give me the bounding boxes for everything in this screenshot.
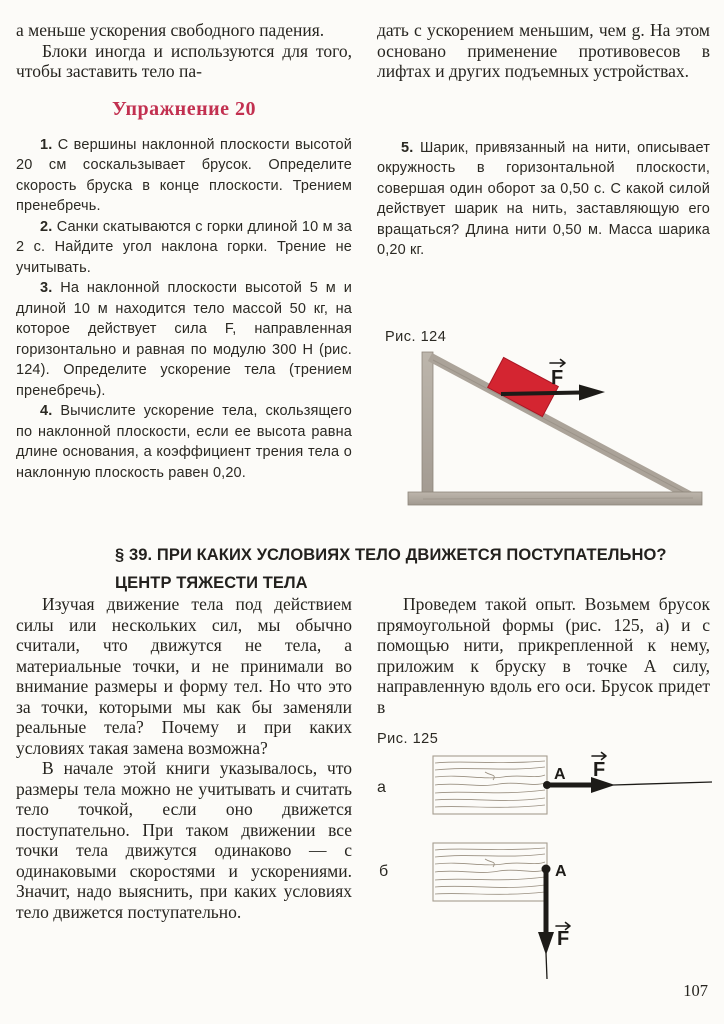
exercise-number: 5.: [401, 139, 414, 156]
figure-124-incline-diagram: [403, 346, 708, 516]
exercise-text: Санки скатываются с горки длиной 10 м за 2 с. Найдите угол наклона горки. Трение не учитывать.: [16, 218, 352, 276]
point-a-dot: [543, 781, 551, 789]
exercise-number: 2.: [40, 218, 53, 235]
exercise-item-3: [16, 278, 352, 401]
paragraph-continuation: а меньше ускорения свободного падения.: [16, 20, 325, 40]
top-left-column: [16, 20, 352, 483]
force-label: [550, 360, 565, 390]
wood-block-a: [433, 756, 547, 814]
incline-vertical-post: [422, 352, 433, 503]
figure-125-caption: Рис. 125: [377, 731, 439, 747]
force-label-a: [592, 753, 606, 782]
force-label-text: F: [551, 367, 564, 389]
bottom-right-column: [377, 594, 710, 717]
exercise-number: 4.: [40, 403, 53, 419]
paragraph-counterweights: дать с ускорением меньшим, чем g. На этом основано применение противовесов в лифтах и других подъемных устройствах.: [377, 20, 710, 81]
paragraph-blocks: Блоки иногда и используются для того, чтобы заставить тело па-: [16, 40, 352, 81]
exercise-text: Шарик, привязанный на нити, описывает окружность в горизонтальной плоскости, совершая один оборот за 0,50 с. С какой силой действует шарик на нить, заставляющую его вращаться? Длина нити 0,50 м. Масса шарика 0,20 кг.: [377, 139, 710, 258]
force-arrow-horizontal: [550, 777, 712, 793]
exercise-item-2: [16, 217, 352, 279]
point-a-label: A: [555, 863, 567, 880]
row-b-label: б: [379, 863, 389, 880]
exercise-item-5: [377, 138, 710, 261]
force-label-text: F: [557, 928, 570, 950]
paragraph-experiment: Проведем такой опыт. Возьмем брусок прямоугольной формы (рис. 125, а) и с помощью нити, прикрепленной к нему, приложим к бруску в точке А силу, направленную вдоль его оси. Брусок придет в: [377, 594, 710, 717]
exercise-set-heading: Упражнение 20: [111, 97, 256, 120]
section-heading-line1: § 39. ПРИ КАКИХ УСЛОВИЯХ ТЕЛО ДВИЖЕТСЯ ПОСТУПАТЕЛЬНО?: [115, 546, 667, 564]
exercise-text: На наклонной плоскости высотой 5 м и длиной 10 м находится тело массой 50 кг, на которое действует сила F, направленная горизонтально и равная по модулю 300 Н (рис. 124). Определите ускорение тела (трением пренебречь).: [16, 280, 352, 399]
exercise-item-1: [16, 135, 352, 217]
row-a-label: а: [377, 779, 386, 796]
exercise-item-4: [16, 401, 352, 483]
paragraph-studying-motion: Изучая движение тела под действием силы или нескольких сил, мы обычно считали, что движутся не тела, а материальные точки, и не принимали во внимание размеры и форму тел. Но что это за точки, которыми мы как бы заменяли реальные тела? Почему и при каких условиях такая замена возможна?: [16, 594, 352, 758]
exercise-text: Вычислите ускорение тела, скользящего по наклонной плоскости, если ее высота равна длине основания, а коэффициент трения тела о наклонную плоскость равен 0,20.: [16, 403, 352, 481]
section-heading: [115, 541, 693, 597]
vector-hat-icon: [550, 360, 565, 367]
top-right-column: [377, 20, 710, 261]
section-heading-line2: ЦЕНТР ТЯЖЕСТИ ТЕЛА: [115, 574, 308, 592]
figure-125-blocks-diagram: [365, 748, 717, 994]
figure-124-caption: Рис. 124: [385, 329, 447, 345]
point-a-label: A: [554, 766, 566, 783]
exercise-text: С вершины наклонной плоскости высотой 20 см соскальзывает брусок. Определите скорость бруска в конце плоскости. Трением пренебречь.: [16, 136, 352, 214]
bottom-left-column: [16, 594, 352, 922]
wood-block-b: [433, 843, 547, 901]
exercise-number: 1.: [40, 136, 53, 153]
page-number: 107: [683, 981, 708, 1000]
exercise-number: 3.: [40, 280, 53, 296]
paragraph-body-as-point: В начале этой книги указывалось, что размеры тела можно не учитывать и считать тело точкой, если оно движется поступательно. При таком движении все точки тела движутся одинаково — с одинаковыми скоростями и ускорениями. Значит, надо выяснить, при каких условиях тело движется поступательно.: [16, 758, 352, 922]
force-label-b: [556, 923, 570, 951]
force-label-text: F: [593, 759, 606, 781]
